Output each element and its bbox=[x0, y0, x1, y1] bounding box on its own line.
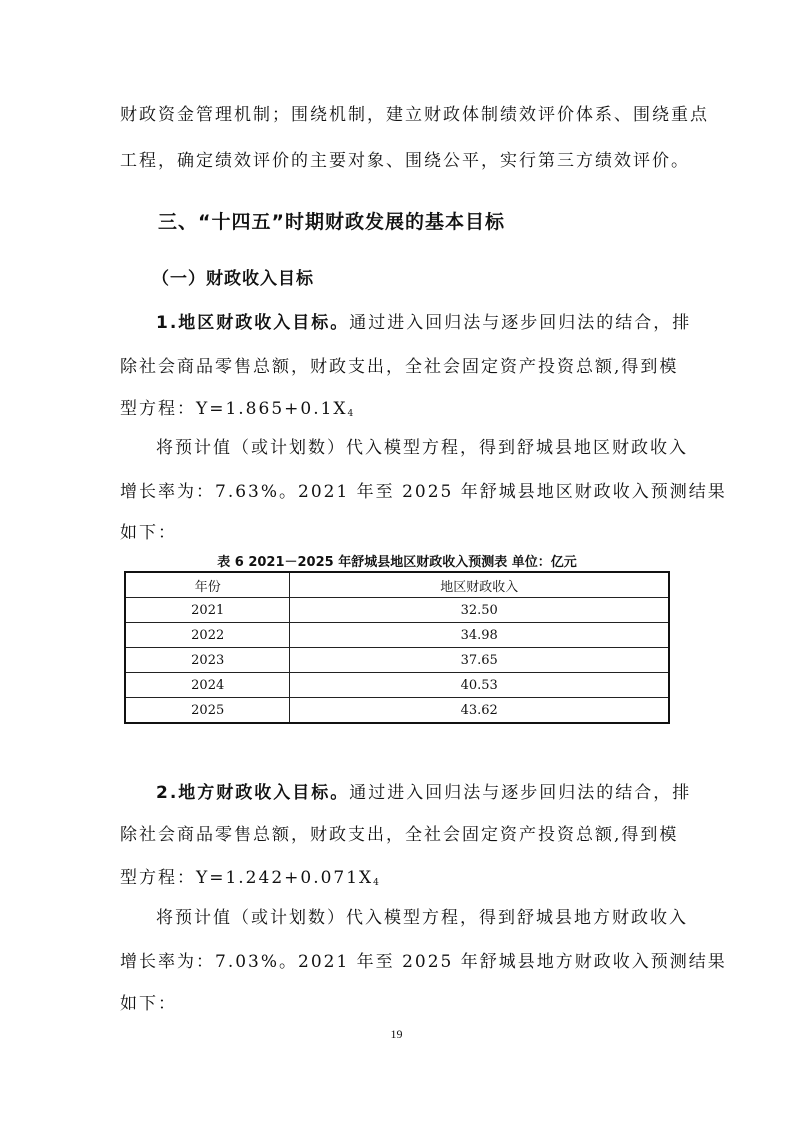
s2-para2-line-3: 如下： bbox=[120, 994, 177, 1014]
cell-revenue: 34.98 bbox=[290, 623, 669, 648]
s2-lead: 2.地方财政收入目标。 bbox=[156, 783, 350, 803]
table-row bbox=[125, 698, 669, 724]
s2-para2-line-2: 增长率为：7.03%。2021 年至 2025 年舒城县地方财政收入预测结果 bbox=[120, 952, 727, 972]
cell-year: 2021 bbox=[125, 598, 290, 623]
s1-lead: 1.地区财政收入目标。 bbox=[156, 313, 350, 333]
page-number: 19 bbox=[390, 1027, 403, 1041]
s2-para2-line-1: 将预计值（或计划数）代入模型方程，得到舒城县地方财政收入 bbox=[156, 908, 688, 928]
cell-year: 2024 bbox=[125, 673, 290, 698]
intro-line-2: 工程，确定绩效评价的主要对象、围绕公平，实行第三方绩效评价。 bbox=[120, 151, 690, 171]
table-caption: 表 6 2021－2025 年舒城县地区财政收入预测表 单位：亿元 bbox=[217, 555, 577, 570]
cell-revenue: 37.65 bbox=[290, 648, 669, 673]
s1-para2-line-2: 增长率为：7.63%。2021 年至 2025 年舒城县地区财政收入预测结果 bbox=[120, 482, 727, 502]
s2-line-2: 除社会商品零售总额，财政支出，全社会固定资产投资总额,得到模 bbox=[120, 825, 679, 845]
table-row bbox=[125, 623, 669, 648]
table-row bbox=[125, 673, 669, 698]
s1-line-1 bbox=[156, 313, 716, 333]
s1-line-2: 除社会商品零售总额，财政支出，全社会固定资产投资总额,得到模 bbox=[120, 357, 679, 377]
subsection-heading: （一）财政收入目标 bbox=[152, 269, 314, 289]
s2-equation: 型方程：Y=1.242+0.071X bbox=[120, 868, 374, 888]
section-heading: 三、“十四五”时期财政发展的基本目标 bbox=[158, 211, 505, 233]
cell-year: 2022 bbox=[125, 623, 290, 648]
header-revenue: 地区财政收入 bbox=[290, 572, 669, 598]
s1-equation-subscript: 4 bbox=[347, 409, 354, 419]
s1-para2-line-3: 如下： bbox=[120, 523, 177, 543]
cell-year: 2023 bbox=[125, 648, 290, 673]
s2-equation-subscript: 4 bbox=[373, 878, 379, 888]
cell-revenue: 43.62 bbox=[290, 698, 669, 724]
table-row bbox=[125, 598, 669, 623]
s1-line-1-text: 通过进入回归法与逐步回归法的结合，排 bbox=[349, 313, 692, 333]
s2-line-1-text: 通过进入回归法与逐步回归法的结合，排 bbox=[349, 783, 692, 803]
s1-equation: 型方程：Y=1.865+0.1X bbox=[120, 399, 348, 419]
s1-para2-line-1: 将预计值（或计划数）代入模型方程，得到舒城县地区财政收入 bbox=[156, 438, 688, 458]
s1-line-3 bbox=[120, 399, 680, 424]
table-header-row bbox=[125, 572, 669, 598]
cell-revenue: 32.50 bbox=[290, 598, 669, 623]
forecast-table bbox=[124, 571, 670, 724]
s2-line-3 bbox=[120, 868, 680, 893]
cell-year: 2025 bbox=[125, 698, 290, 724]
s2-line-1 bbox=[156, 783, 716, 803]
table-row bbox=[125, 648, 669, 673]
cell-revenue: 40.53 bbox=[290, 673, 669, 698]
header-year: 年份 bbox=[125, 572, 290, 598]
intro-line-1: 财政资金管理机制；围绕机制，建立财政体制绩效评价体系、围绕重点 bbox=[120, 105, 709, 125]
